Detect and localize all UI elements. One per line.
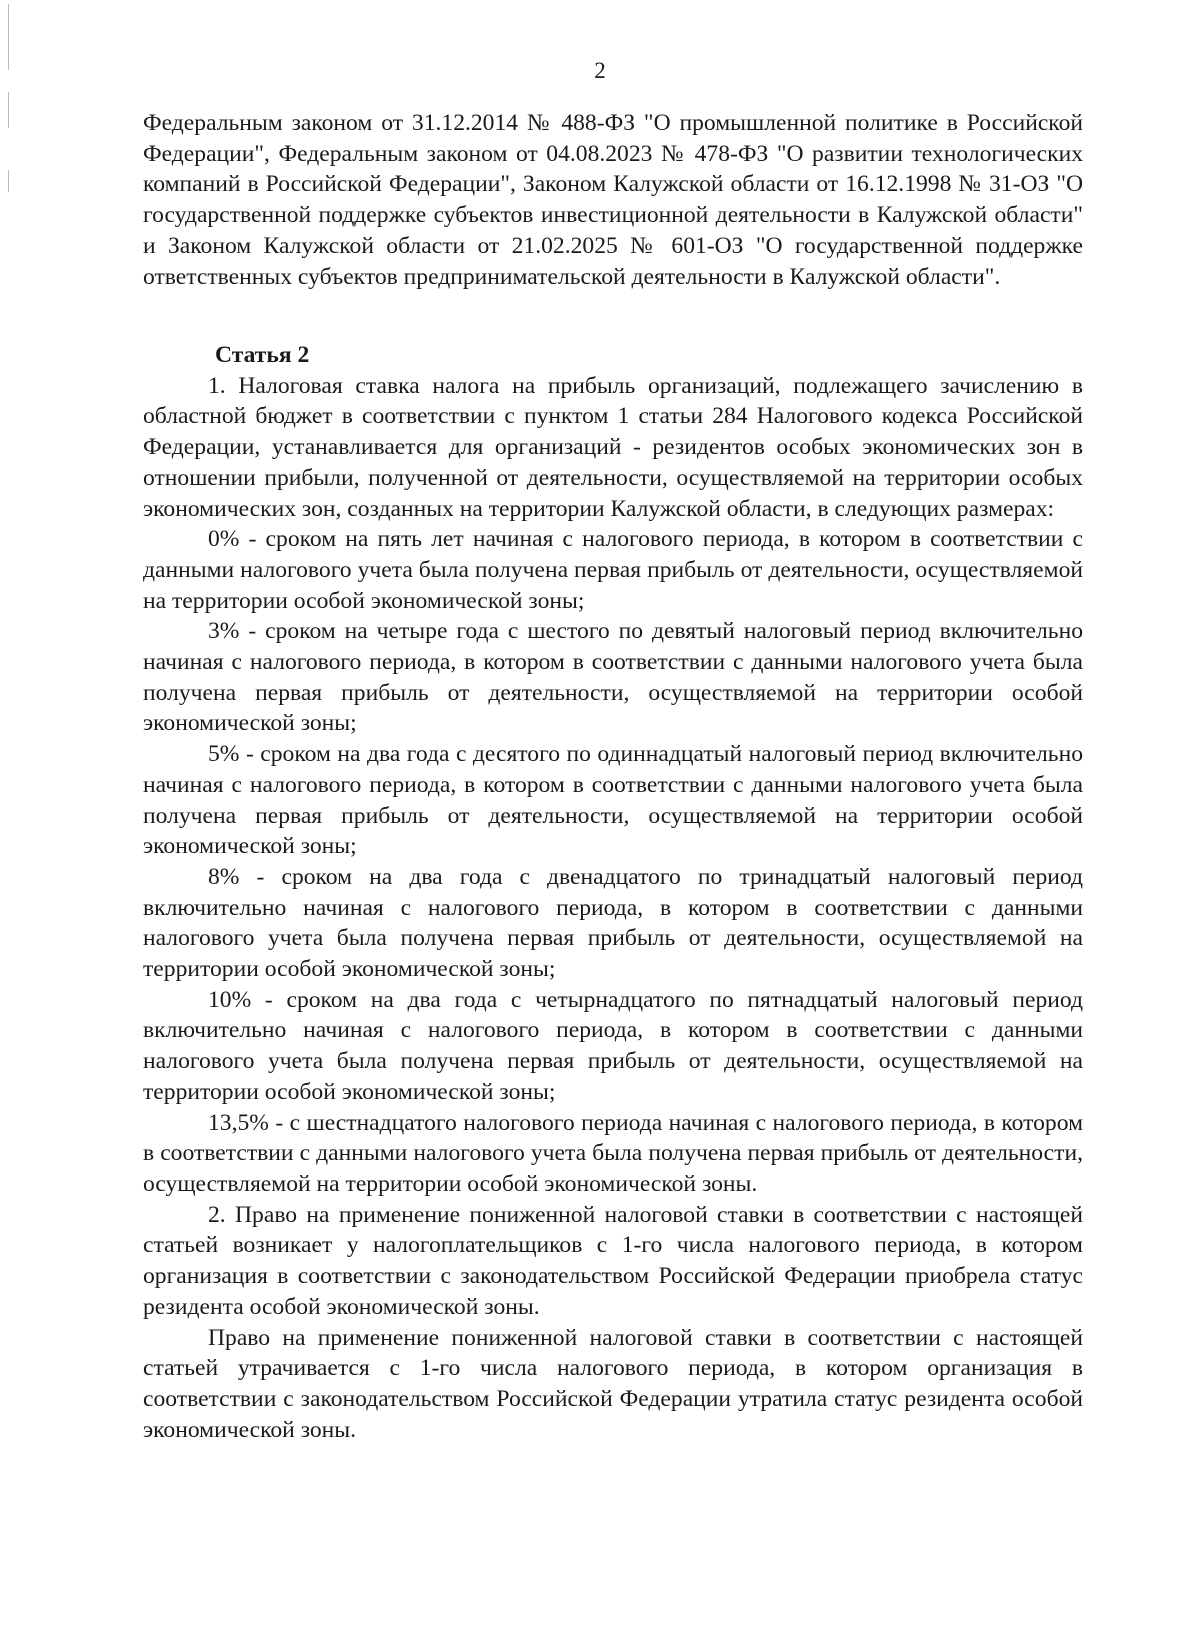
rate-paragraph-10-percent: 10% - сроком на два года с четырнадцатого по пятнадцатый налоговый период включительно начиная с налогового периода, в котором в соответствии с данными налогового учета была получена первая прибыль от деятельности, осуществляемой на территории особой экономической зоны; xyxy=(143,986,1083,1105)
article-block xyxy=(143,340,1083,1445)
article-paragraph-2: 2. Право на применение пониженной налоговой ставки в соответствии с настоящей статьей возникает у налогоплательщиков с 1-го числа налогового периода, в котором организация в соответствии с законодательством Российской Федерации приобрела статус резидента особой экономической зоны. xyxy=(143,1201,1083,1320)
article-paragraph-1: 1. Налоговая ставка налога на прибыль организаций, подлежащего зачислению в областной бюджет в соответствии с пунктом 1 статьи 284 Налогового кодекса Российской Федерации, устанавливается для организаций - резидентов особых экономических зон в отношении прибыли, полученной от деятельности, осуществляемой на территории особых экономических зон, созданных на территории Калужской области, в следующих размерах: xyxy=(143,372,1083,522)
rate-paragraph-3-percent: 3% - сроком на четыре года с шестого по девятый налоговый период включительно начиная с налогового периода, в котором в соответствии с данными налогового учета была получена первая прибыль от деятельности, осуществляемой на территории особой экономической зоны; xyxy=(143,618,1083,737)
article-paragraph-right-loss: Право на применение пониженной налоговой ставки в соответствии с настоящей статьей утрачивается с 1-го числа налогового периода, в котором организация в соответствии с законодательством Российской Федерации утратила статус резидента особой экономической зоны. xyxy=(143,1324,1083,1443)
page-number: 2 xyxy=(594,58,606,83)
rate-paragraph-5-percent: 5% - сроком на два года с десятого по одиннадцатый налоговый период включительно начиная с налогового периода, в котором в соответствии с данными налогового учета была получена первая прибыль от деятельности, осуществляемой на территории особой экономической зоны; xyxy=(143,741,1083,860)
rate-paragraph-0-percent: 0% - сроком на пять лет начиная с налогового периода, в котором в соответствии с данными налогового учета была получена первая прибыль от деятельности, осуществляемой на территории особой экономической зоны; xyxy=(143,526,1083,614)
rate-paragraph-13-5-percent: 13,5% - с шестнадцатого налогового периода начиная с налогового периода, в котором в соответствии с данными налогового учета была получена первая прибыль от деятельности, осуществляемой на территории особой экономической зоны. xyxy=(143,1109,1083,1197)
intro-paragraph-block xyxy=(143,108,1083,292)
rate-paragraph-8-percent: 8% - сроком на два года с двенадцатого по тринадцатый налоговый период включительно начиная с налогового периода, в котором в соответствии с данными налогового учета была получена первая прибыль от деятельности, осуществляемой на территории особой экономической зоны; xyxy=(143,863,1083,983)
intro-paragraph: Федеральным законом от 31.12.2014 № 488-ФЗ "О промышленной политике в Российской Федерации", Федеральным законом от 04.08.2023 № 478-ФЗ "О развитии технологических компаний в Российской Федерации", Законом Калужской области от 16.12.1998 № 31-ОЗ "О государственной поддержке субъектов инвестиционной деятельности в Калужской области" и Законом Калужской области от 21.02.2025 № 601-ОЗ "О государственной поддержке ответственных субъектов предпринимательской деятельности в Калужской области". xyxy=(143,110,1083,290)
scan-margin-line xyxy=(8,92,9,128)
scan-margin-line xyxy=(8,170,9,192)
article-title: Статья 2 xyxy=(215,342,310,368)
